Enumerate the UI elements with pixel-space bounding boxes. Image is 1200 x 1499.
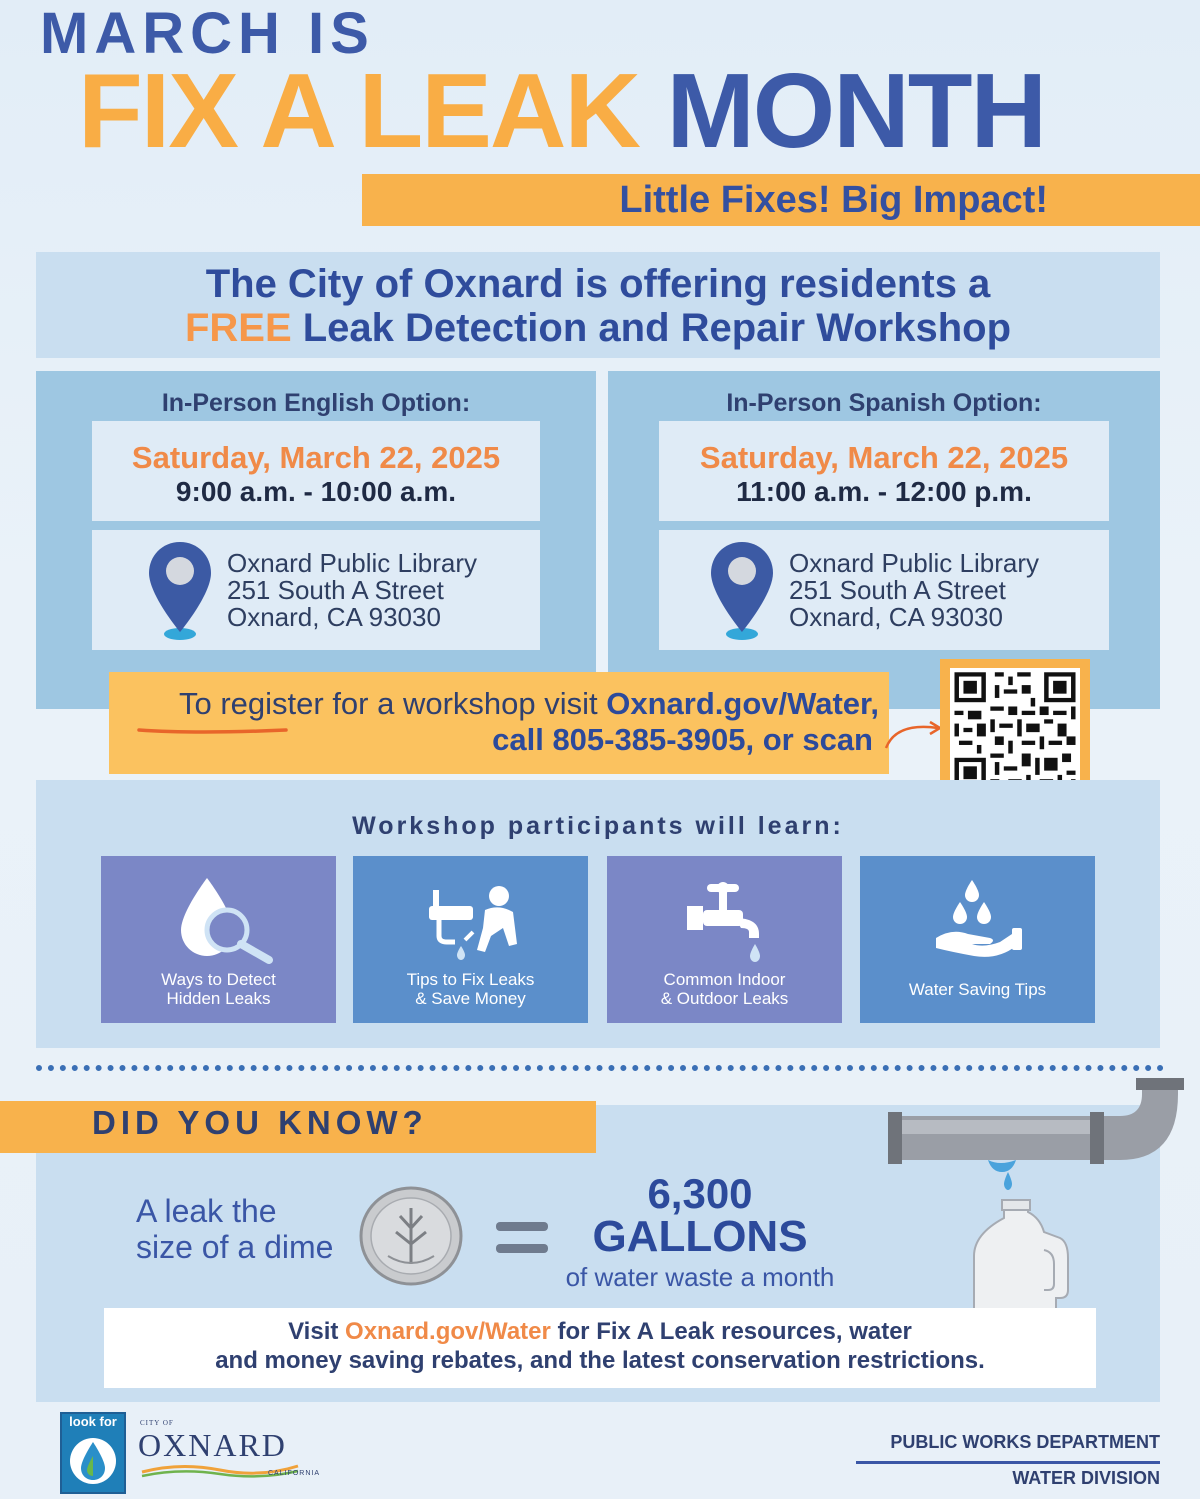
- english-time: 9:00 a.m. - 10:00 a.m.: [175, 476, 457, 507]
- learn-title: Workshop participants will learn:: [352, 812, 844, 840]
- tile-indoor-outdoor-line1: Common Indoor: [663, 970, 786, 989]
- english-option-title: In-Person English Option:: [161, 389, 471, 417]
- tile-detect-leaks-line1: Ways to Detect: [161, 970, 276, 989]
- spanish-time: 11:00 a.m. - 12:00 p.m.: [736, 476, 1032, 507]
- english-location-street: 251 South A Street: [227, 575, 444, 605]
- arrow-to-qr-icon: [880, 712, 946, 756]
- visit-url-link[interactable]: Oxnard.gov/Water: [345, 1318, 551, 1345]
- tile-fix-leaks-line1: Tips to Fix Leaks: [406, 970, 535, 989]
- offer-line-2: [36, 306, 1160, 351]
- register-line-1: [109, 686, 879, 722]
- tile-detect-leaks: [101, 856, 336, 1023]
- did-you-know-title: DID YOU KNOW?: [92, 1104, 428, 1141]
- city-of-label: CITY OF: [140, 1419, 174, 1427]
- faucet-icon: [679, 876, 779, 966]
- spanish-location-name: Oxnard Public Library: [789, 548, 1039, 578]
- spanish-location-city: Oxnard, CA 93030: [789, 602, 1003, 632]
- spanish-date: Saturday, March 22, 2025: [699, 440, 1069, 475]
- public-works-department: PUBLIC WORKS DEPARTMENT: [890, 1432, 1160, 1452]
- plumber-icon: [425, 876, 525, 962]
- visit-line-2: and money saving rebates, and the latest conservation restrictions.: [215, 1347, 985, 1374]
- gallons-number: 6,300: [647, 1170, 753, 1217]
- dime-coin-icon: [358, 1186, 464, 1286]
- dime-text: [136, 1193, 333, 1265]
- gallons-unit: GALLONS: [592, 1212, 808, 1261]
- visit-line-1: [104, 1318, 1096, 1346]
- leaking-pipe-icon: [884, 1076, 1184, 1198]
- tile-indoor-outdoor-leaks: [607, 856, 842, 1023]
- english-location-city: Oxnard, CA 93030: [227, 602, 441, 632]
- tile-water-saving: [860, 856, 1095, 1023]
- free-label: FREE: [184, 306, 292, 350]
- oxnard-logo-text: OXNARD: [138, 1427, 287, 1463]
- register-to: To: [178, 686, 221, 721]
- offer-line-2-rest: Leak Detection and Repair Workshop: [291, 306, 1012, 350]
- footer-divider: [856, 1461, 1160, 1464]
- watersense-drop-icon: [68, 1434, 118, 1488]
- dime-text-line2: size of a dime: [136, 1229, 334, 1265]
- english-location-address: [227, 550, 477, 631]
- register-url-link[interactable]: Oxnard.gov/Water,: [606, 686, 879, 721]
- location-pin-icon: [146, 540, 214, 642]
- gallons-subtext: of water waste a month: [565, 1262, 835, 1292]
- register-mid: for a workshop visit: [323, 686, 607, 721]
- tile-water-saving-label: Water Saving Tips: [908, 980, 1047, 999]
- title-march-is: MARCH IS: [40, 1, 375, 66]
- title-month: MONTH: [666, 52, 1046, 170]
- english-date: Saturday, March 22, 2025: [131, 440, 501, 475]
- spanish-option-title: In-Person Spanish Option:: [726, 389, 1042, 417]
- water-division: WATER DIVISION: [1012, 1468, 1160, 1488]
- spanish-location-street: 251 South A Street: [789, 575, 1006, 605]
- tile-fix-leaks: [353, 856, 588, 1023]
- location-pin-icon: [708, 540, 776, 642]
- offer-line-1: The City of Oxnard is offering residents a: [205, 262, 991, 306]
- english-location-name: Oxnard Public Library: [227, 548, 477, 578]
- equals-icon: [496, 1220, 548, 1256]
- watersense-look-for: look for: [69, 1414, 117, 1429]
- qr-code[interactable]: [950, 668, 1080, 792]
- california-label: CALIFORNIA: [268, 1470, 321, 1477]
- tile-detect-leaks-line2: Hidden Leaks: [166, 989, 271, 1008]
- register-word: register: [220, 686, 324, 721]
- tile-fix-leaks-line2: & Save Money: [415, 989, 526, 1008]
- register-underline: [136, 722, 290, 738]
- section-divider: [36, 1065, 1164, 1071]
- main-title: [78, 52, 1046, 170]
- tile-indoor-outdoor-line2: & Outdoor Leaks: [660, 989, 789, 1008]
- spanish-location-address: [789, 550, 1039, 631]
- water-drop-magnifier-icon: [173, 874, 283, 966]
- register-phone-line[interactable]: call 805-385-3905, or scan: [492, 722, 873, 757]
- visit-prefix: Visit: [288, 1318, 346, 1345]
- title-fix-a-leak: FIX A LEAK: [78, 52, 640, 170]
- qr-code-icon: [950, 668, 1080, 792]
- hand-drops-icon: [932, 876, 1032, 962]
- tagline: Little Fixes! Big Impact!: [619, 179, 1048, 221]
- visit-rest: for Fix A Leak resources, water: [550, 1318, 912, 1345]
- dime-text-line1: A leak the: [136, 1193, 277, 1229]
